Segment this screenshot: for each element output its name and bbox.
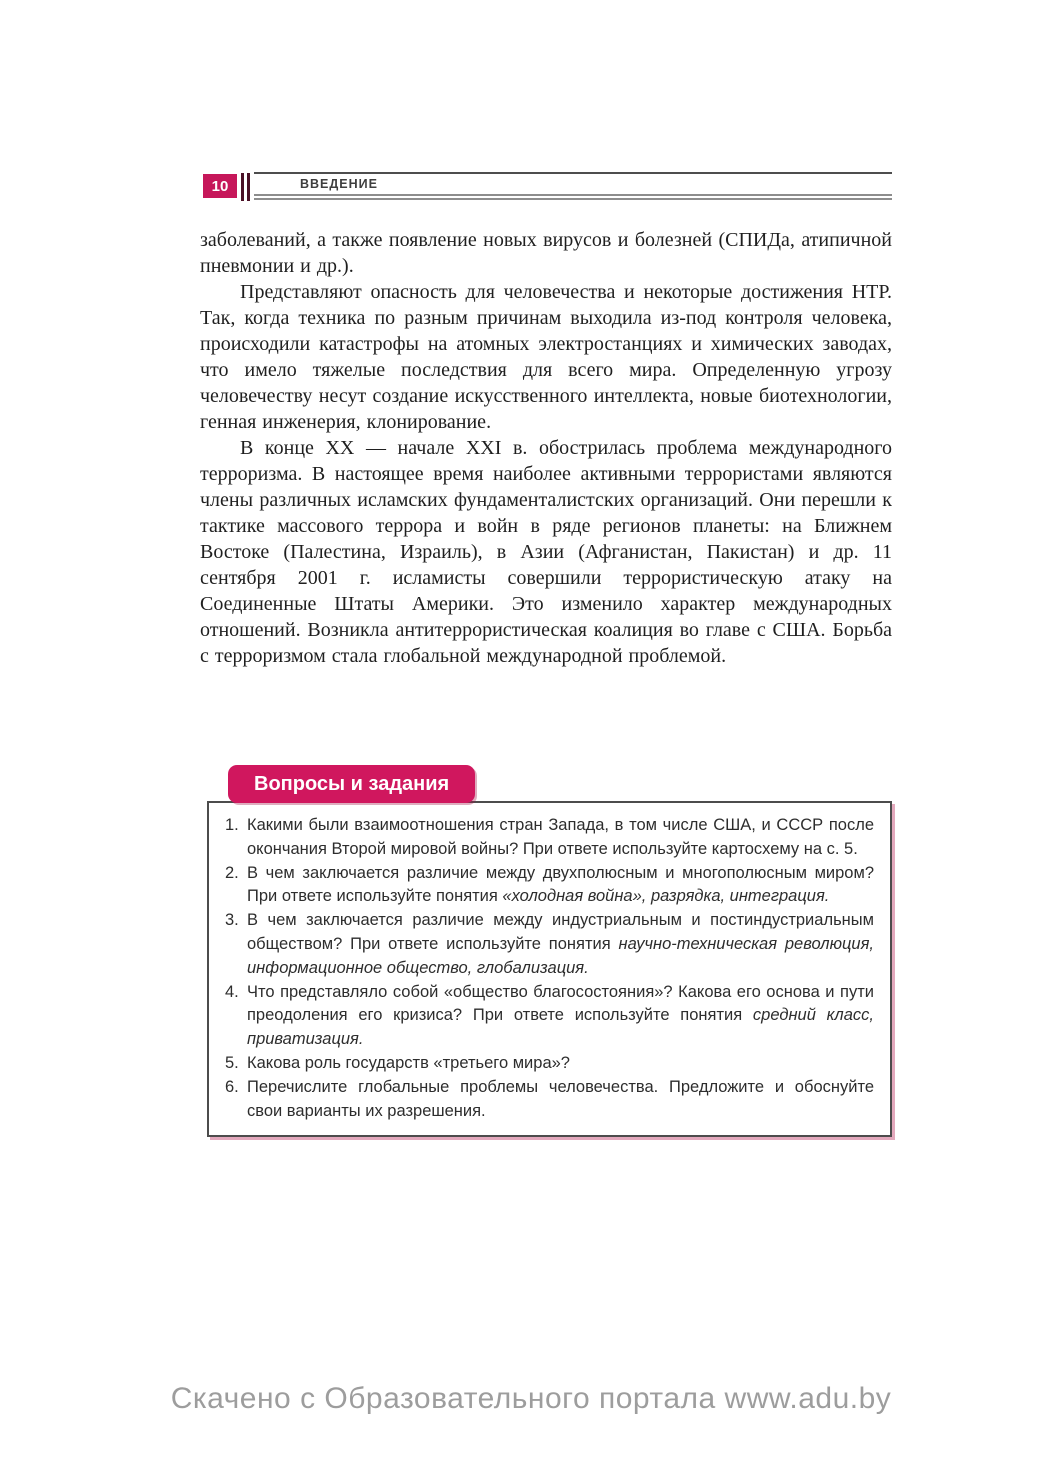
- question-number: 3.: [225, 911, 239, 930]
- questions-tab-label: Вопросы и задания: [254, 772, 450, 795]
- paragraph: заболеваний, а также появление новых вирусов и болезней (СПИДа, атипичной пневмонии и др.).: [200, 229, 892, 277]
- question-item: [219, 814, 874, 862]
- question-text: В чем заключается различие между двухполюсным и многополюсным миром? При ответе используйте понятия «холодная война», разрядка, интеграция.: [247, 863, 874, 906]
- question-number: 5.: [225, 1053, 239, 1072]
- running-header-band: [254, 172, 892, 200]
- question-text: Какова роль государств «третьего мира»?: [247, 1053, 570, 1072]
- download-watermark: Скачено с Образовательного портала www.adu.by: [170, 1382, 892, 1415]
- paragraph: В конце XX — начале XXI в. обострилась проблема международного терроризма. В настоящее время наиболее активными террористами являются члены различных исламских фундаменталистских организаций. Они перешли к тактике массового террора и войн в ряде регионов планеты: на Ближнем Востоке (Палестина, Израиль), в Азии (Афганистан, Пакистан) и др. 11 сентября 2001 г. исламисты совершили террористическую атаку на Соединенные Штаты Америки. Это изменило характер международных отношений. Возникла антитеррористическая коалиция во главе с США. Борьба с терроризмом стала глобальной международной проблемой.: [200, 437, 892, 667]
- header-divider-bars: [241, 173, 252, 201]
- header-double-rule: [254, 194, 892, 200]
- question-text: В чем заключается различие между индустриальным и постиндустриальным обществом? При ответе используйте понятия научно-техническая революция, информационное общество, глобализация.: [247, 911, 874, 977]
- question-item: [219, 1052, 874, 1076]
- questions-list: [219, 814, 874, 1123]
- page-number: 10: [211, 177, 229, 195]
- body-text: [200, 227, 892, 669]
- question-item: [219, 981, 874, 1052]
- question-number: 2.: [225, 863, 239, 882]
- questions-tab: [228, 765, 475, 803]
- question-number: 4.: [225, 982, 239, 1001]
- question-item: [219, 862, 874, 910]
- question-text: Перечислите глобальные проблемы человечества. Предложите и обоснуйте свои варианты их разрешения.: [247, 1077, 874, 1120]
- question-item: [219, 1076, 874, 1124]
- page-number-badge: [203, 174, 237, 198]
- question-text: Что представляло собой «общество благосостояния»? Какова его основа и пути преодоления его кризиса? При ответе используйте понятия средний класс, приватизация.: [247, 982, 874, 1049]
- question-number: 1.: [225, 816, 239, 834]
- question-text: Какими были взаимоотношения стран Запада, в том числе США, и СССР после окончания Второй мировой войны? При ответе используйте картосхему на с. 5.: [247, 816, 874, 858]
- header-bar: [241, 173, 244, 201]
- questions-box: [207, 801, 892, 1137]
- running-header-title: ВВЕДЕНИЕ: [300, 177, 378, 191]
- question-item: [219, 909, 874, 980]
- question-number: 6.: [225, 1077, 239, 1096]
- header-top-rule: [254, 172, 892, 174]
- header-bar: [247, 173, 250, 201]
- paragraph: Представляют опасность для человечества и некоторые достижения НТР. Так, когда техника по разным причинам выходила из-под контроля человека, происходили катастрофы на атомных электростанциях и химических заводах, что имело тяжелые последствия для всего мира. Определенную угрозу человечеству несут создание искусственного интеллекта, новые биотехнологии, генная инженерия, клонирование.: [200, 281, 892, 433]
